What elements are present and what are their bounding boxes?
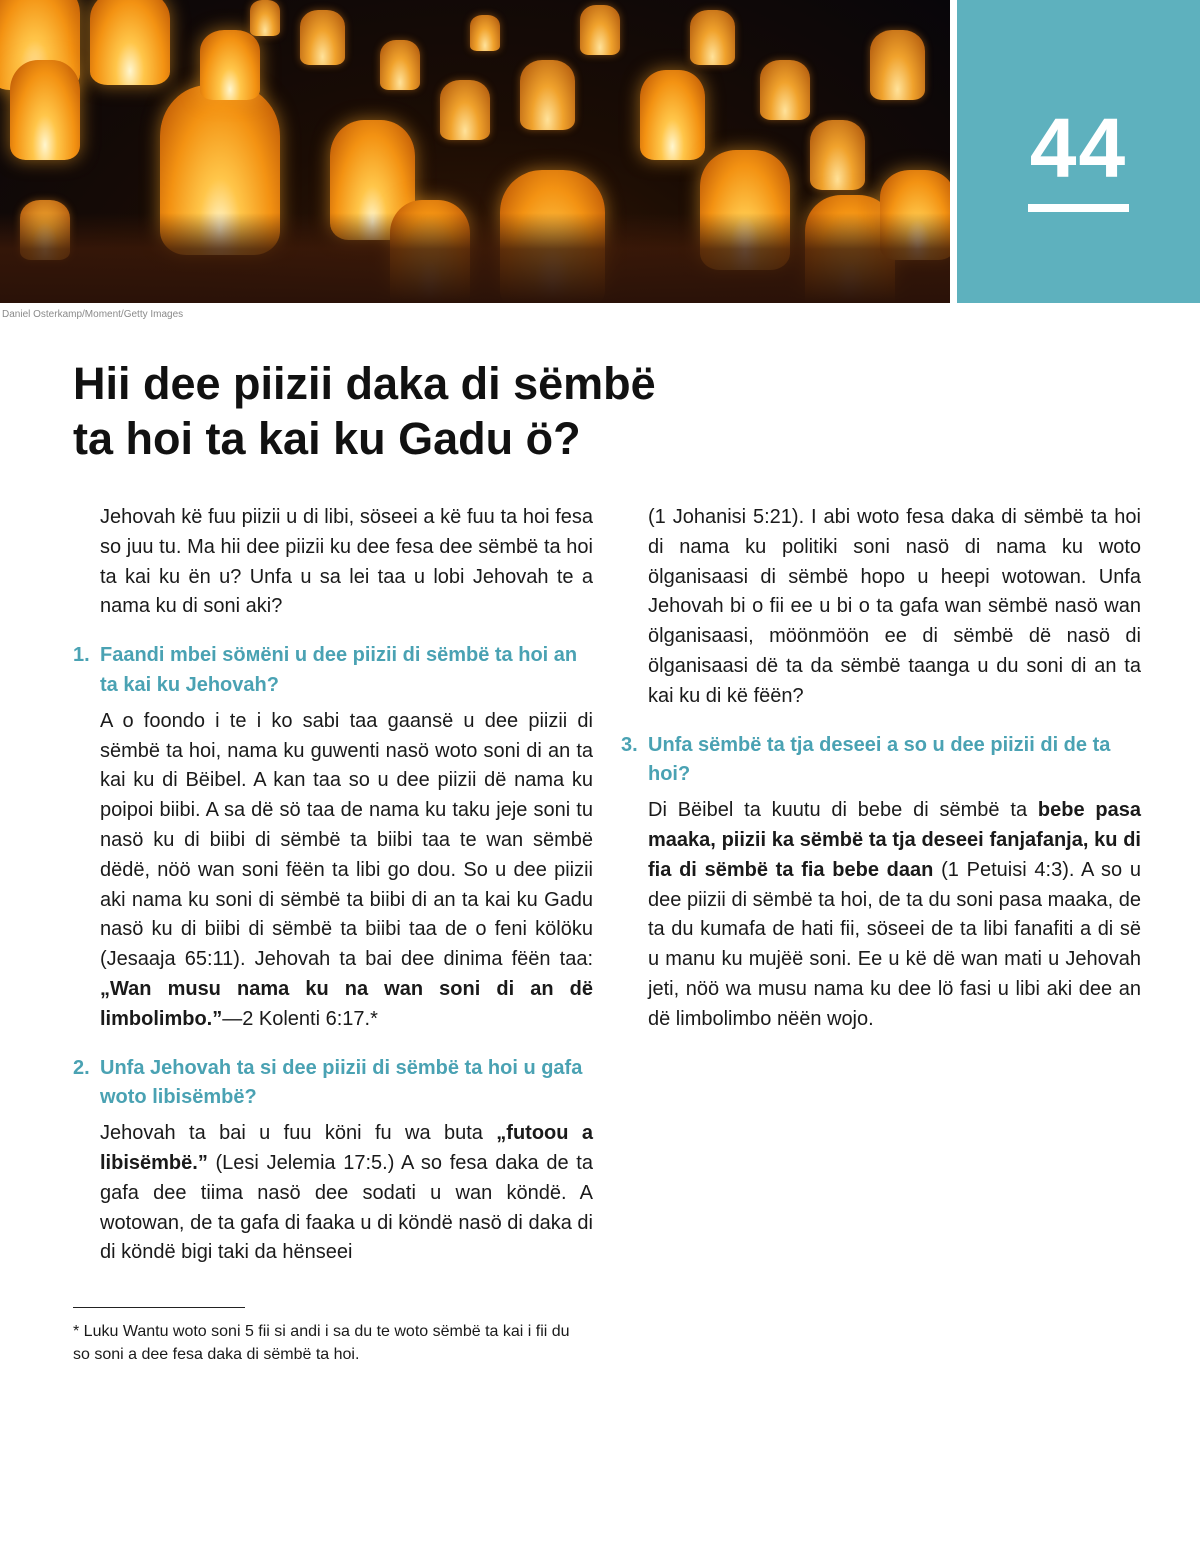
header-photo-lanterns — [0, 0, 950, 303]
answer-1-paragraph — [73, 707, 593, 1035]
answer-2-continuation: (1 Johanisi 5:21). I abi woto fesa daka di sëmbë ta hoi di nama ku politiki soni nasö di nama ku woto ölganisaasi di sëmbë hopo u heepi wotowan. Unfa Jehovah bi o fii ee u bi o ta gafa wan sëmbë nasö wan ölganisaasi, möönmöön ee di sëmbë dë nasö di ölganisaasi dë ta da sëmbë taanga u du soni di an ta kai ku di kë fëën? — [648, 506, 1141, 707]
answer-text: Jehovah ta bai u fuu köni fu wa buta — [100, 1122, 497, 1145]
page-title — [73, 356, 793, 466]
lesson-number: 44 — [1029, 101, 1128, 195]
question-1 — [73, 641, 593, 701]
lesson-number-badge — [957, 0, 1200, 303]
question-3 — [621, 731, 1141, 791]
answer-text: Di Bëibel ta kuutu di bebe di sëmbë ta — [648, 799, 1038, 822]
highlighted-text: bebe pasa maaka, piizii ka sëmbë ta tja deseei fanjafanja, ku di fia di sëmbë ta fia bebe daan — [648, 799, 1142, 881]
answer-text-continued: (1 Petuisi 4:3). A so u dee piizii di sëmbë ta hoi, de ta du soni pasa maaka, de ta du kumafa de hati fii, söseei de ta libi fanafiti a di së u manu ku mujëë soni. Ee u kë dë wan mati u Jehovah jeti, nöö wa musu nama ku dee lö fasi u libi aki dee an dë limbolimbo nëën wojo. — [648, 858, 1141, 1030]
question-number: 2. — [73, 1056, 90, 1079]
question-number: 1. — [73, 644, 90, 667]
badge-underline — [1028, 204, 1129, 212]
scripture-reference: —2 Kolenti 6:17.* — [222, 1007, 378, 1030]
left-column — [73, 503, 593, 1268]
answer-2-paragraph — [73, 1119, 593, 1268]
question-text: Faandi mbei söмëni u dee piizii di sëmbë ta hoi an ta kai ku Jehovah? — [100, 644, 578, 696]
question-text: Unfa sëmbë ta tja deseei a so u dee piizii di de ta hoi? — [648, 733, 1111, 786]
intro-paragraph: Jehovah kë fuu piizii u di libi, söseei a kë fuu ta hoi fesa so juu tu. Ma hii dee piizii ku dee fesa dee sëmbë ta hoi ta kai ku ën u? Unfa u sa lei taa u lobi Jehovah te a nama ku di soni aki? — [100, 506, 593, 618]
answer-3-paragraph — [621, 796, 1141, 1034]
title-line-2: ta hoi ta kai ku Gadu ö? — [73, 413, 581, 464]
title-line-1: Hii dee piizii daka di sëmbë — [73, 358, 656, 409]
footnote-divider — [73, 1307, 245, 1308]
question-text: Unfa Jehovah ta si dee piizii di sëmbë ta hoi u gafa woto libisëmbë? — [100, 1056, 583, 1109]
right-column — [621, 503, 1141, 1035]
photo-credit: Daniel Osterkamp/Moment/Getty Images — [2, 309, 184, 320]
scripture-quote: „Wan musu nama ku na wan soni di an dë limbolimbo.” — [100, 977, 593, 1030]
question-2 — [73, 1054, 593, 1114]
question-number: 3. — [621, 733, 638, 756]
footnote: * Luku Wantu woto soni 5 fii si andi i sa du te woto sëmbë ta kai i fii du so soni a dee fesa daka di sëmbë ta hoi. — [73, 1323, 570, 1363]
answer-text: A o foondo i te i ko sabi taa gaansë u dee piizii di sëmbë ta hoi, nama ku guwenti nasö woto soni di an ta kai ku di Bëibel. A kan taa so u dee piizii dë nama ku poipoi biibi. A sa dë sö taa de nama ku taku jeje soni tu nasö ku di biibi di sëmbë ta biibi taa te wan sëmbë dëdë, nöö wan soni fëën ta libi go dou. So u dee piizii aki nama ku soni di sëmbë ta biibi di an ta kai ku Gadu nasö ku di biibi di sëmbë ta biibi taa de o feni kölöku (Jesaaja 65:11). Jehovah ta bai dee dinima fëën taa: — [100, 709, 593, 971]
scripture-reference: (Lesi Jelemia 17:5.) A so fesa daka de ta gafa dee tiima nasö dee sodati u wan köndë. A wotowan, de ta gafa di faaka u di köndë nasö di daka di di köndë bigi taki da hënseei — [100, 1151, 593, 1264]
scripture-quote: „futoou a libisëmbë.” — [100, 1122, 593, 1174]
